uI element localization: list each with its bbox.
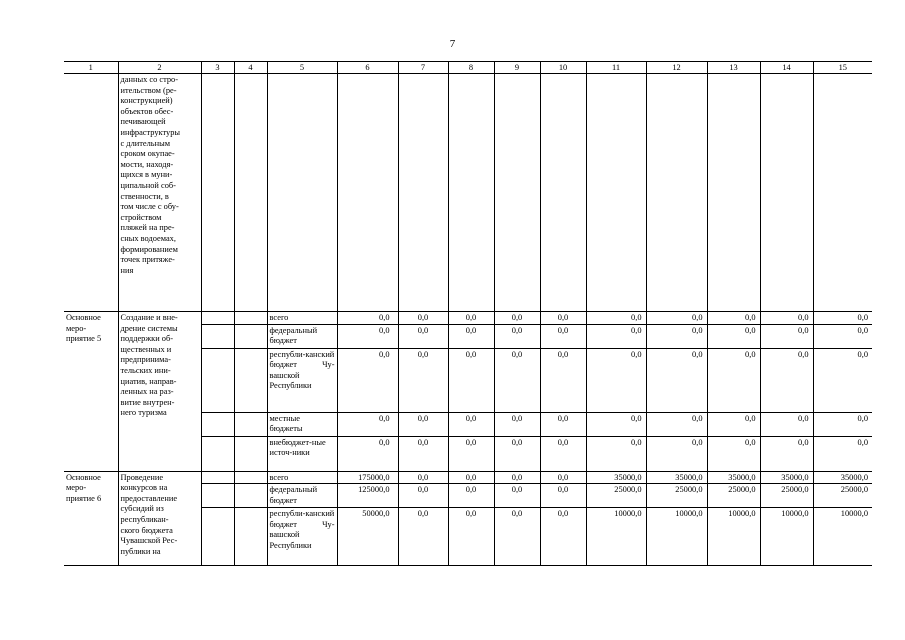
empty-cell [540,74,586,312]
funding-source: всего [267,471,337,484]
text-line: конкурсов на [120,483,168,493]
value-cell: 0,0 [760,324,813,348]
value-cell: 0,0 [707,324,760,348]
header-cell: 7 [398,62,448,74]
value-cell: 35000,0 [760,471,813,484]
value-cell: 0,0 [760,436,813,471]
value-cell: 0,0 [540,471,586,484]
text-line: щихся в муни- [120,170,173,180]
empty-cell [234,471,267,484]
value-cell: 175000,0 [337,471,398,484]
value-cell: 0,0 [586,312,646,325]
header-cell: 6 [337,62,398,74]
text-line: дрение системы [120,323,178,333]
text-line: с длительным [120,138,171,148]
text-line: объектов обес- [120,106,174,116]
value-cell: 0,0 [760,412,813,436]
empty-cell [234,348,267,412]
value-cell: 0,0 [646,312,707,325]
text-line: приятие 5 [66,334,102,344]
empty-cell [201,74,234,312]
value-cell: 10000,0 [586,508,646,566]
text-line: Чувашской Рес- [120,536,178,546]
text-line: Создание и вне- [120,313,178,322]
measure-description [118,312,201,472]
value-cell: 35000,0 [707,471,760,484]
empty-cell [760,74,813,312]
empty-cell [646,74,707,312]
value-cell: 10000,0 [760,508,813,566]
text-line: данных со стро- [120,75,178,84]
empty-cell [337,74,398,312]
value-cell: 35000,0 [813,471,872,484]
value-cell: 0,0 [540,436,586,471]
empty-cell [201,508,234,566]
table-row [64,74,872,312]
empty-cell [234,484,267,508]
text-line: точек притяже- [120,255,175,265]
value-cell: 0,0 [398,484,448,508]
text-line: Основное [66,313,101,322]
funding-source: местные бюджеты [267,412,337,436]
value-cell: 0,0 [646,348,707,412]
value-cell: 25000,0 [707,484,760,508]
header-cell: 10 [540,62,586,74]
text-line: печивающей [120,117,166,127]
value-cell: 125000,0 [337,484,398,508]
value-cell: 0,0 [337,412,398,436]
table-body [64,62,872,566]
value-cell: 10000,0 [707,508,760,566]
empty-cell [201,324,234,348]
text-line: Проведение [120,472,164,482]
empty-cell [234,324,267,348]
empty-cell [707,74,760,312]
value-cell: 10000,0 [646,508,707,566]
measure-label [64,471,118,566]
value-cell: 0,0 [398,508,448,566]
text-line: приятие 6 [66,493,102,503]
empty-cell [234,508,267,566]
value-cell: 0,0 [494,312,540,325]
page-number: 7 [449,38,456,50]
text-line: ского бюджета [120,525,173,535]
funding-source: федеральный бюджет [267,484,337,508]
empty-cell [586,74,646,312]
value-cell: 0,0 [448,412,494,436]
value-cell: 0,0 [398,312,448,325]
value-cell: 25000,0 [586,484,646,508]
header-cell: 12 [646,62,707,74]
text-line: ственности, в [120,191,169,201]
value-cell: 0,0 [813,312,872,325]
value-cell: 0,0 [540,324,586,348]
value-cell: 25000,0 [813,484,872,508]
header-cell: 3 [201,62,234,74]
text-line: предоставление [120,493,178,503]
value-cell: 0,0 [813,348,872,412]
budget-table [64,61,872,566]
text-line: формированием [120,244,178,254]
value-cell: 0,0 [760,312,813,325]
value-cell: 0,0 [494,471,540,484]
text-line: Основное [66,472,101,482]
text-line: циатив, направ- [120,376,177,386]
value-cell: 0,0 [540,348,586,412]
value-cell: 0,0 [337,324,398,348]
value-cell: 0,0 [448,471,494,484]
header-cell: 9 [494,62,540,74]
empty-cell [201,436,234,471]
text-line: сных водоемах, [120,233,176,243]
empty-cell [234,436,267,471]
empty-cell [234,412,267,436]
value-cell: 0,0 [337,348,398,412]
header-row [64,62,872,74]
value-cell: 0,0 [398,412,448,436]
value-cell: 25000,0 [646,484,707,508]
measure-description [118,471,201,566]
text-line: витие внутрен- [120,397,175,407]
header-cell: 4 [234,62,267,74]
funding-source: республи-канский бюджет Чу-вашской Республики [267,348,337,412]
header-cell: 14 [760,62,813,74]
text-line: меро- [66,483,87,493]
value-cell: 0,0 [813,436,872,471]
empty-cell [813,74,872,312]
table-row [64,312,872,325]
header-cell: 11 [586,62,646,74]
empty-cell [201,412,234,436]
value-cell: 0,0 [448,508,494,566]
text-line: публики на [120,546,161,556]
value-cell: 0,0 [448,436,494,471]
value-cell: 0,0 [337,436,398,471]
value-cell: 10000,0 [813,508,872,566]
value-cell: 50000,0 [337,508,398,566]
value-cell: 0,0 [540,412,586,436]
text-line: поддержки об- [120,334,174,344]
value-cell: 0,0 [337,312,398,325]
header-cell: 13 [707,62,760,74]
value-cell: 0,0 [494,436,540,471]
header-cell: 15 [813,62,872,74]
value-cell: 0,0 [586,348,646,412]
empty-cell [234,312,267,325]
empty-cell [398,74,448,312]
value-cell: 0,0 [707,312,760,325]
value-cell: 0,0 [813,324,872,348]
value-cell: 0,0 [586,324,646,348]
text-line: тельских ини- [120,365,171,375]
value-cell: 0,0 [494,412,540,436]
text-line: республикан- [120,514,169,524]
value-cell: 0,0 [646,436,707,471]
text-line: мости, находя- [120,159,174,169]
text-line: меро- [66,323,87,333]
text-line: него туризма [120,408,167,418]
text-line: ленных на раз- [120,387,174,397]
value-cell: 0,0 [586,436,646,471]
empty-cell [201,471,234,484]
description-cell [118,74,201,312]
text-line: предпринима- [120,355,171,365]
value-cell: 35000,0 [646,471,707,484]
value-cell: 0,0 [494,484,540,508]
header-cell: 8 [448,62,494,74]
empty-cell [201,484,234,508]
value-cell: 0,0 [494,348,540,412]
funding-source: республи-канский бюджет Чу-вашской Республики [267,508,337,566]
value-cell: 0,0 [448,324,494,348]
measure-label [64,312,118,472]
text-line: инфраструктуры [120,127,181,137]
value-cell: 0,0 [398,324,448,348]
value-cell: 35000,0 [586,471,646,484]
funding-source: федеральный бюджет [267,324,337,348]
value-cell: 0,0 [586,412,646,436]
value-cell: 0,0 [448,484,494,508]
empty-cell [201,312,234,325]
empty-cell [201,348,234,412]
value-cell: 0,0 [494,324,540,348]
text-line: ния [120,265,134,275]
text-line: конструкцией) [120,96,173,106]
text-line: щественных и [120,344,172,354]
value-cell: 0,0 [646,412,707,436]
value-cell: 0,0 [707,412,760,436]
empty-cell [267,74,337,312]
text-line: сроком окупае- [120,149,175,159]
empty-cell [448,74,494,312]
funding-source: всего [267,312,337,325]
value-cell: 0,0 [398,348,448,412]
value-cell: 0,0 [540,508,586,566]
text-line: стройством [120,212,162,222]
value-cell: 0,0 [448,348,494,412]
value-cell: 0,0 [448,312,494,325]
empty-cell [234,74,267,312]
empty-cell [64,74,118,312]
header-cell: 2 [118,62,201,74]
value-cell: 0,0 [813,412,872,436]
value-cell: 0,0 [707,436,760,471]
value-cell: 0,0 [707,348,760,412]
value-cell: 0,0 [540,312,586,325]
table-row [64,471,872,484]
header-cell: 5 [267,62,337,74]
value-cell: 25000,0 [760,484,813,508]
value-cell: 0,0 [398,471,448,484]
header-cell: 1 [64,62,118,74]
empty-cell [494,74,540,312]
text-line: ципальной соб- [120,180,176,190]
text-line: субсидий из [120,504,164,514]
text-line: том числе с обу- [120,202,179,212]
value-cell: 0,0 [540,484,586,508]
value-cell: 0,0 [646,324,707,348]
value-cell: 0,0 [398,436,448,471]
text-line: ительством (ре- [120,85,177,95]
text-line: пляжей на пре- [120,223,175,233]
value-cell: 0,0 [494,508,540,566]
value-cell: 0,0 [760,348,813,412]
funding-source: внебюджет-ные источ-ники [267,436,337,471]
